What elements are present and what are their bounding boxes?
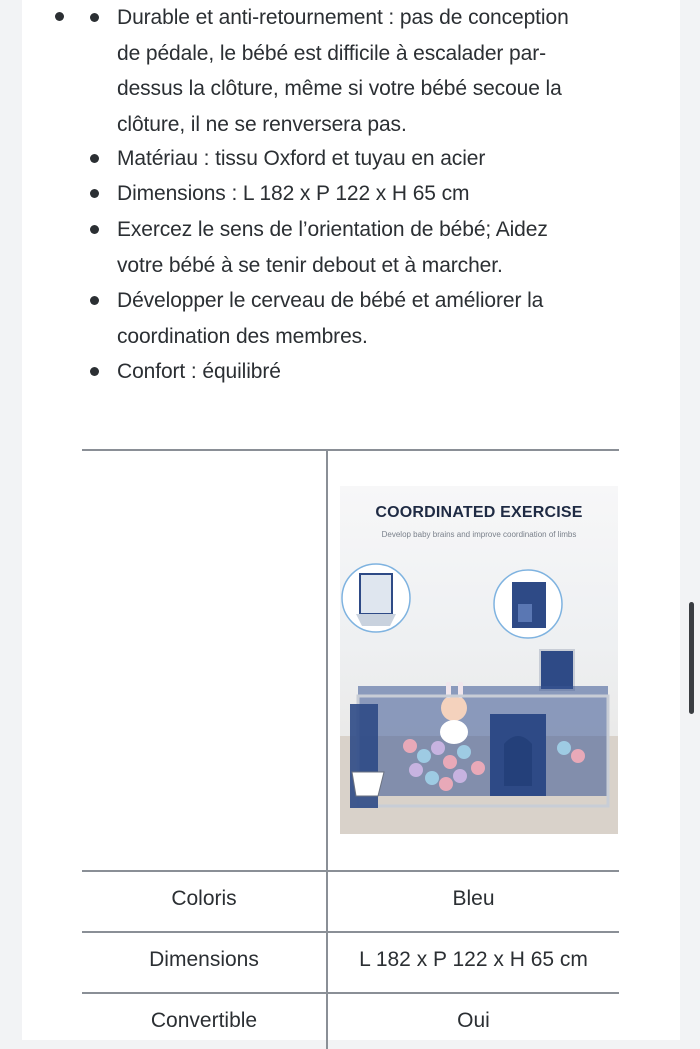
- bullet-dot: [90, 225, 99, 234]
- spec-label: Convertible: [150, 1009, 258, 1032]
- feature-text: Dimensions : L 182 x P 122 x H 65 cm: [117, 182, 470, 205]
- feature-item: [117, 0, 597, 143]
- feature-item: [117, 176, 617, 212]
- table-row-divider: [82, 870, 619, 872]
- table-row-divider: [82, 931, 619, 933]
- product-image: [340, 486, 618, 834]
- outer-list-bullet: [55, 12, 64, 21]
- bullet-dot: [90, 13, 99, 22]
- spec-value: Oui: [457, 1009, 490, 1032]
- image-title: COORDINATED EXERCISE: [375, 504, 583, 521]
- feature-item: [117, 141, 617, 177]
- feature-text: Exercez le sens de l’orientation de bébé; Aidez votre bébé à se tenir debout et à marcher.: [117, 218, 548, 277]
- table-row-divider: [82, 992, 619, 994]
- bullet-dot: [90, 367, 99, 376]
- feature-item: [117, 212, 597, 283]
- playpen-illustration: [340, 486, 618, 834]
- spec-label: Coloris: [171, 887, 237, 910]
- feature-text: Durable et anti-retournement : pas de conception de pédale, le bébé est difficile à escalader par-dessus la clôture, même si votre bébé secoue la clôture, il ne se renversera pas.: [117, 6, 569, 137]
- feature-text: Développer le cerveau de bébé et améliorer la coordination des membres.: [117, 289, 544, 348]
- feature-item: [117, 354, 597, 390]
- bullet-dot: [90, 296, 99, 305]
- feature-item: [117, 283, 597, 354]
- spec-value: L 182 x P 122 x H 65 cm: [359, 948, 588, 971]
- scrollbar[interactable]: [689, 602, 694, 714]
- feature-text: Matériau : tissu Oxford et tuyau en acier: [117, 147, 486, 170]
- table-border-top: [82, 449, 619, 451]
- image-subtitle: Develop baby brains and improve coordination of limbs: [381, 530, 577, 539]
- feature-text: Confort : équilibré: [117, 360, 281, 383]
- spec-label: Dimensions: [149, 948, 259, 971]
- bullet-dot: [90, 154, 99, 163]
- spec-value: Bleu: [452, 887, 495, 910]
- bullet-dot: [90, 189, 99, 198]
